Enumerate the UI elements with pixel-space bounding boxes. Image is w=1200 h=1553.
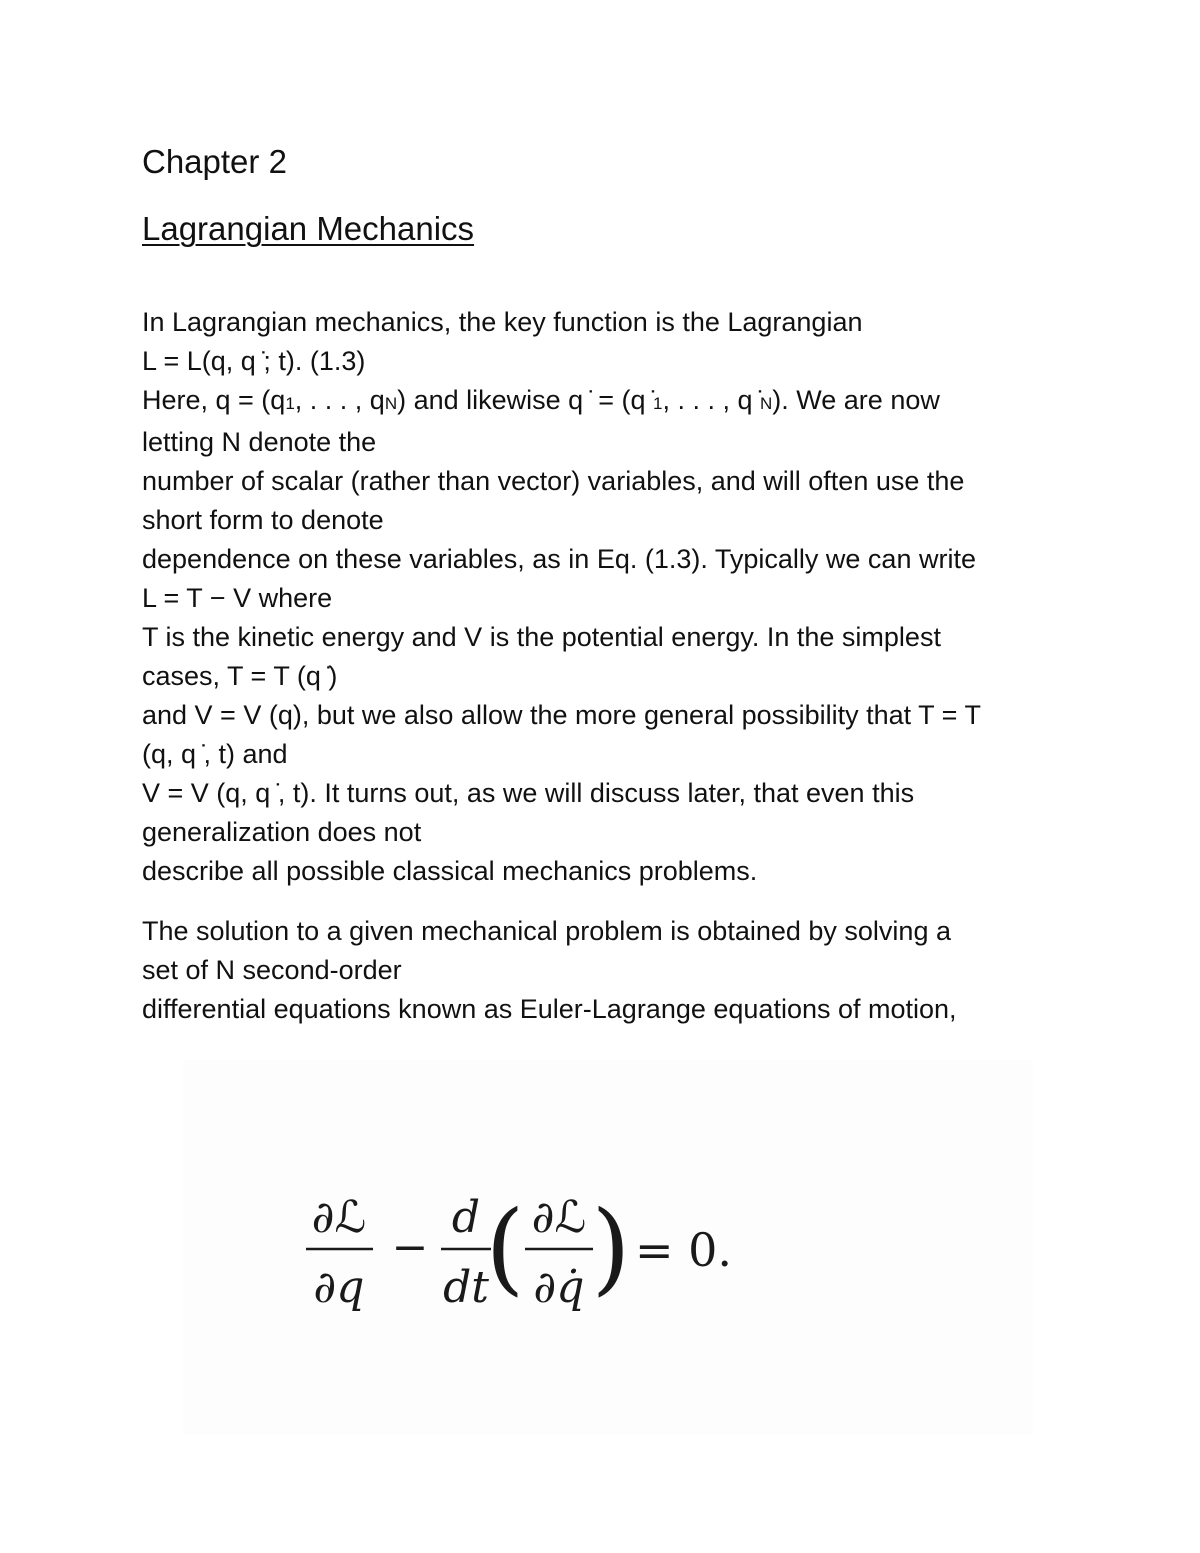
paragraph-1-line-2: L = L(q, q ̇; t). (1.3)	[142, 346, 366, 376]
minus-sign: −	[391, 1222, 429, 1273]
subscript: N	[760, 394, 773, 413]
chapter-heading: Chapter 2	[142, 143, 287, 180]
paragraph-1-line-7: dependence on these variables, as in Eq. (1.3). Typically we can write	[142, 544, 976, 574]
fraction-3-numerator: ∂ℒ	[531, 1192, 587, 1243]
subscript: N	[384, 394, 398, 413]
right-parenthesis: )	[591, 1189, 631, 1306]
paragraph-1-line-4: letting N denote the	[142, 427, 377, 457]
equation-rhs: = 0.	[635, 1223, 733, 1277]
paragraph-1-line-3	[142, 381, 1072, 423]
paragraph-1-line-13: V = V (q, q ̇, t). It turns out, as we will discuss later, that even this	[142, 778, 915, 808]
left-parenthesis: (	[485, 1189, 525, 1306]
paragraph-1-line-8: L = T − V where	[142, 583, 333, 613]
paragraph-2-line-2: set of N second-order	[142, 955, 402, 985]
subscript: 1	[652, 394, 663, 413]
paragraph-1-line-12: (q, q ̇, t) and	[142, 739, 288, 769]
text-fragment: Here, q = (q	[142, 385, 286, 415]
body-text	[142, 303, 1072, 1029]
paragraph-1-line-5: number of scalar (rather than vector) variables, and will often use the	[142, 466, 965, 496]
equation-image	[183, 1060, 1033, 1435]
text-fragment: ). We are now	[772, 385, 940, 415]
paragraph-1-line-6: short form to denote	[142, 505, 384, 535]
paragraph-gap	[142, 891, 1072, 912]
paragraph-2-line-1: The solution to a given mechanical problem is obtained by solving a	[142, 916, 951, 946]
paragraph-1-line-10: cases, T = T (q ̇)	[142, 661, 338, 691]
text-fragment: , . . . , q	[294, 385, 385, 415]
fraction-1-numerator: ∂ℒ	[311, 1192, 367, 1243]
paragraph-1-line-14: generalization does not	[142, 817, 422, 847]
fraction-1-denominator: ∂q	[313, 1262, 365, 1313]
text-fragment: , . . . , q ̇	[662, 385, 760, 415]
euler-lagrange-equation	[183, 1060, 1033, 1435]
text-fragment: ) and likewise q ̇ = (q ̇	[397, 385, 653, 415]
paragraph-1-line-1: In Lagrangian mechanics, the key function is the Lagrangian	[142, 307, 863, 337]
paragraph-1-line-11: and V = V (q), but we also allow the more general possibility that T = T	[142, 700, 981, 730]
paragraph-1-line-9: T is the kinetic energy and V is the potential energy. In the simplest	[142, 622, 941, 652]
fraction-3-denominator: ∂q̇	[533, 1262, 585, 1313]
section-title: Lagrangian Mechanics	[142, 210, 475, 247]
subscript: 1	[285, 394, 295, 413]
fraction-2-denominator: dt	[443, 1262, 489, 1313]
fraction-2-numerator: d	[451, 1192, 481, 1243]
paragraph-2-line-3: differential equations known as Euler-Lagrange equations of motion,	[142, 994, 957, 1024]
paragraph-1-line-15: describe all possible classical mechanics problems.	[142, 856, 758, 886]
